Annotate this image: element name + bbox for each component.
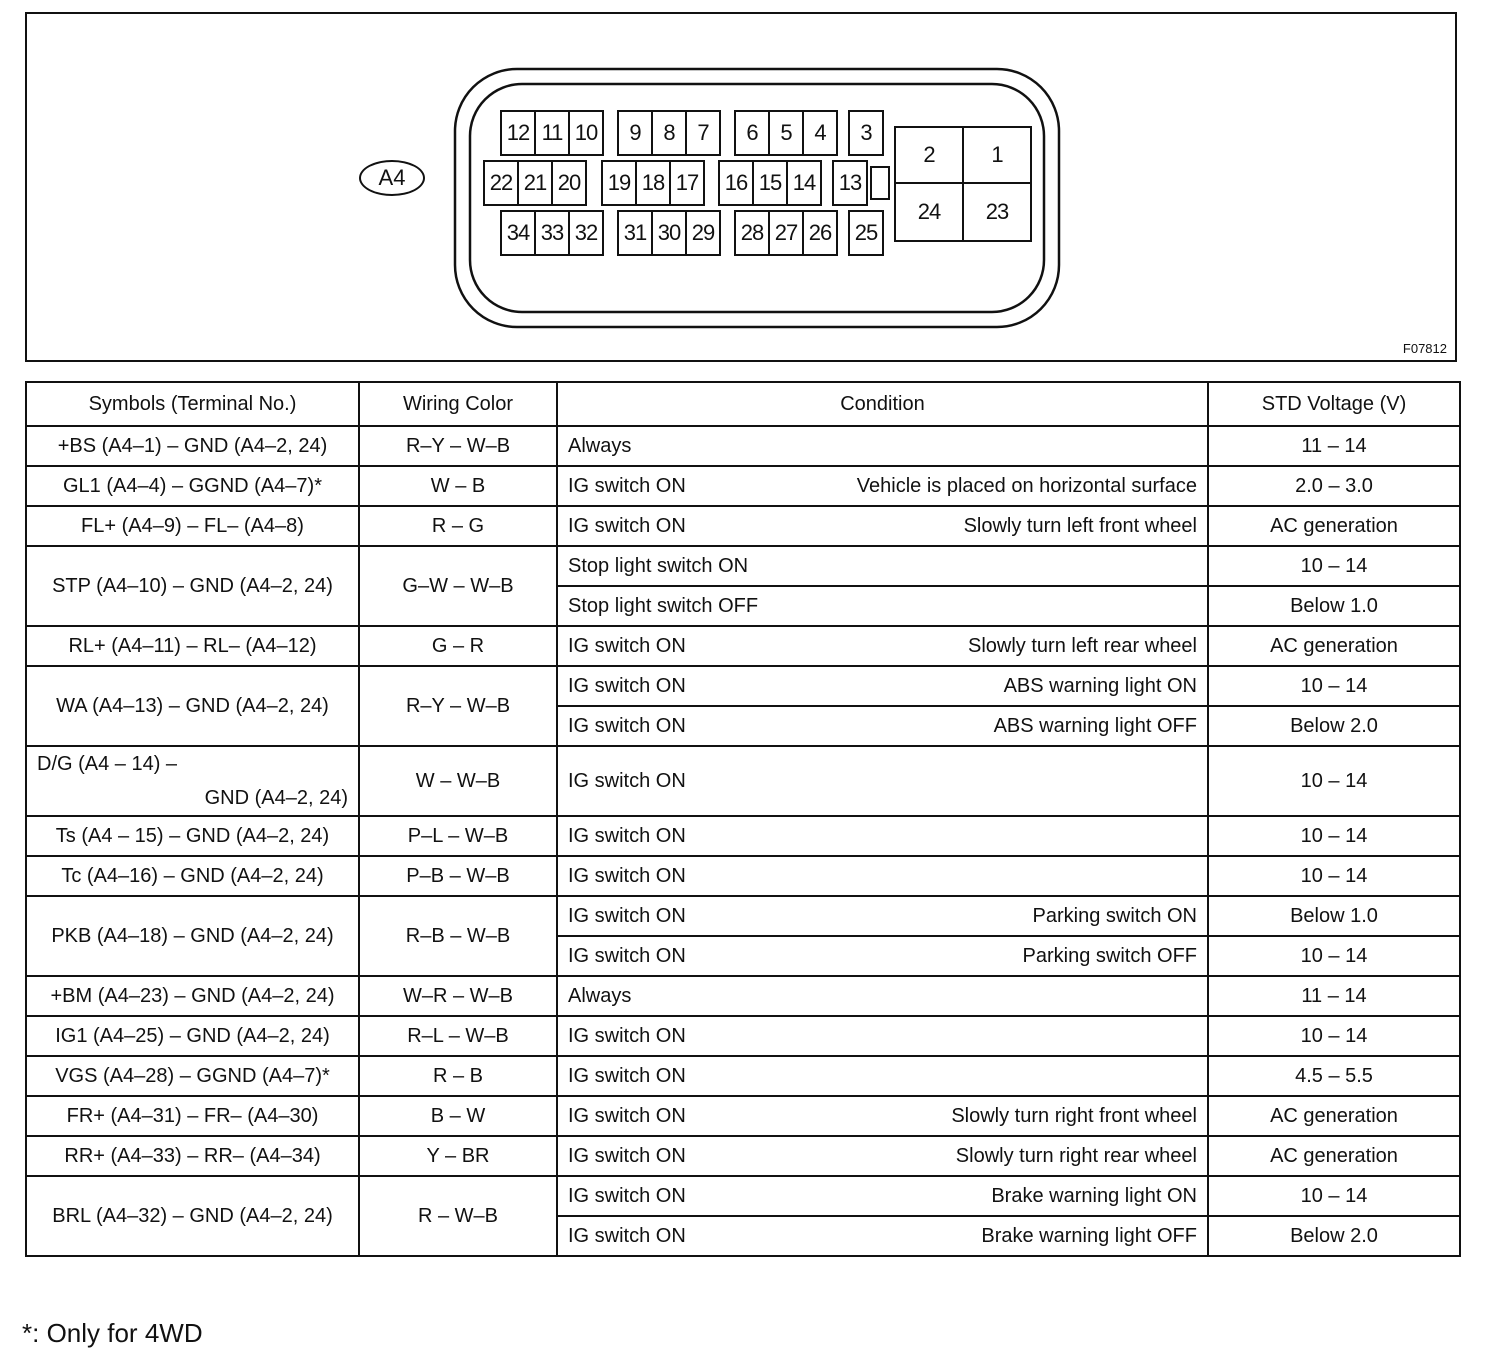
cell-wiring-color: R–L – W–B <box>359 1016 557 1056</box>
condition-main: Stop light switch OFF <box>568 594 759 617</box>
condition-detail: ABS warning light OFF <box>993 714 1197 737</box>
cell-symbol: +BS (A4–1) – GND (A4–2, 24) <box>26 426 359 466</box>
cell-wiring-color: Y – BR <box>359 1136 557 1176</box>
table-row <box>26 626 1460 666</box>
condition-main: IG switch ON <box>568 1144 686 1167</box>
pin: 30 <box>651 210 687 256</box>
cell-voltage: 10 – 14 <box>1208 746 1460 816</box>
pin: 31 <box>617 210 653 256</box>
table-header-row <box>26 382 1460 426</box>
cell-condition <box>557 1136 1208 1176</box>
pin: 8 <box>651 110 687 156</box>
condition-detail: Parking switch ON <box>1032 904 1197 927</box>
pin: 18 <box>635 160 671 206</box>
pin: 29 <box>685 210 721 256</box>
condition-main: Stop light switch ON <box>568 554 749 577</box>
cell-symbol: GL1 (A4–4) – GGND (A4–7)* <box>26 466 359 506</box>
terminal-voltage-table <box>25 381 1461 1257</box>
pin: 9 <box>617 110 653 156</box>
cell-condition <box>557 506 1208 546</box>
cell-voltage: Below 1.0 <box>1208 896 1460 936</box>
pin: 25 <box>848 210 884 256</box>
cell-voltage: AC generation <box>1208 1136 1460 1176</box>
condition-detail: Slowly turn right rear wheel <box>955 1144 1197 1167</box>
cell-wiring-color: R–B – W–B <box>359 896 557 976</box>
condition-main: IG switch ON <box>568 1024 686 1047</box>
pin-large: 23 <box>962 182 1032 242</box>
pin: 15 <box>752 160 788 206</box>
cell-condition <box>557 666 1208 706</box>
header-wiring-color: Wiring Color <box>359 382 557 426</box>
cell-wiring-color: R – W–B <box>359 1176 557 1256</box>
condition-main: IG switch ON <box>568 904 686 927</box>
cell-symbol: RR+ (A4–33) – RR– (A4–34) <box>26 1136 359 1176</box>
cell-condition <box>557 856 1208 896</box>
pin: 11 <box>534 110 570 156</box>
cell-wiring-color: G – R <box>359 626 557 666</box>
cell-symbol: IG1 (A4–25) – GND (A4–2, 24) <box>26 1016 359 1056</box>
cell-voltage: AC generation <box>1208 626 1460 666</box>
cell-symbol: +BM (A4–23) – GND (A4–2, 24) <box>26 976 359 1016</box>
table-row <box>26 816 1460 856</box>
cell-voltage: 10 – 14 <box>1208 936 1460 976</box>
condition-main: IG switch ON <box>568 1064 686 1087</box>
table-row <box>26 426 1460 466</box>
cell-symbol: FR+ (A4–31) – FR– (A4–30) <box>26 1096 359 1136</box>
condition-main: IG switch ON <box>568 634 686 657</box>
connector-label: A4 <box>359 160 425 196</box>
condition-main: Always <box>568 434 632 457</box>
cell-condition <box>557 706 1208 746</box>
header-symbols: Symbols (Terminal No.) <box>26 382 359 426</box>
cell-wiring-color: R–Y – W–B <box>359 666 557 746</box>
table-row <box>26 466 1460 506</box>
pin: 22 <box>483 160 519 206</box>
cell-condition <box>557 546 1208 586</box>
condition-main: IG switch ON <box>568 1224 686 1247</box>
cell-voltage: 2.0 – 3.0 <box>1208 466 1460 506</box>
pin: 12 <box>500 110 536 156</box>
cell-voltage: 11 – 14 <box>1208 976 1460 1016</box>
footnote: *: Only for 4WD <box>22 1318 203 1348</box>
condition-detail: Parking switch OFF <box>1022 944 1197 967</box>
pin: 6 <box>734 110 770 156</box>
pin: 5 <box>768 110 804 156</box>
cell-condition <box>557 1096 1208 1136</box>
cell-condition <box>557 896 1208 936</box>
table-row <box>26 1096 1460 1136</box>
cell-symbol: RL+ (A4–11) – RL– (A4–12) <box>26 626 359 666</box>
cell-wiring-color: R–Y – W–B <box>359 426 557 466</box>
cell-voltage: Below 2.0 <box>1208 1216 1460 1256</box>
cell-symbol: STP (A4–10) – GND (A4–2, 24) <box>26 546 359 626</box>
table-row <box>26 546 1460 586</box>
cell-symbol: VGS (A4–28) – GGND (A4–7)* <box>26 1056 359 1096</box>
cell-condition <box>557 466 1208 506</box>
table-row <box>26 506 1460 546</box>
cell-wiring-color: B – W <box>359 1096 557 1136</box>
condition-main: IG switch ON <box>568 944 686 967</box>
pin: 20 <box>551 160 587 206</box>
condition-detail: Slowly turn right front wheel <box>951 1104 1197 1127</box>
condition-detail: ABS warning light ON <box>1003 674 1197 697</box>
cell-symbol: Ts (A4 – 15) – GND (A4–2, 24) <box>26 816 359 856</box>
pin-large: 2 <box>894 126 964 184</box>
symbol-line-2: GND (A4–2, 24) <box>204 787 348 809</box>
pin: 3 <box>848 110 884 156</box>
cell-voltage: 11 – 14 <box>1208 426 1460 466</box>
condition-main: IG switch ON <box>568 674 686 697</box>
pin-large: 24 <box>894 182 964 242</box>
pin: 7 <box>685 110 721 156</box>
header-condition: Condition <box>557 382 1208 426</box>
condition-main: IG switch ON <box>568 769 686 792</box>
cell-voltage: 10 – 14 <box>1208 1176 1460 1216</box>
cell-condition <box>557 976 1208 1016</box>
condition-main: IG switch ON <box>568 824 686 847</box>
condition-main: IG switch ON <box>568 1184 686 1207</box>
pin: 17 <box>669 160 705 206</box>
pin: 16 <box>718 160 754 206</box>
cell-symbol: FL+ (A4–9) – FL– (A4–8) <box>26 506 359 546</box>
condition-main: IG switch ON <box>568 514 686 537</box>
cell-condition <box>557 1176 1208 1216</box>
condition-detail: Slowly turn left front wheel <box>963 514 1197 537</box>
condition-detail: Slowly turn left rear wheel <box>968 634 1197 657</box>
table-row <box>26 1136 1460 1176</box>
connector-key <box>870 166 890 200</box>
table-row <box>26 896 1460 936</box>
condition-main: IG switch ON <box>568 714 686 737</box>
cell-condition <box>557 426 1208 466</box>
pin: 27 <box>768 210 804 256</box>
cell-symbol: PKB (A4–18) – GND (A4–2, 24) <box>26 896 359 976</box>
pin: 34 <box>500 210 536 256</box>
cell-voltage: Below 2.0 <box>1208 706 1460 746</box>
cell-voltage: 4.5 – 5.5 <box>1208 1056 1460 1096</box>
cell-condition <box>557 586 1208 626</box>
cell-condition <box>557 816 1208 856</box>
cell-wiring-color: R – G <box>359 506 557 546</box>
cell-voltage: 10 – 14 <box>1208 1016 1460 1056</box>
cell-wiring-color: P–B – W–B <box>359 856 557 896</box>
cell-wiring-color: W – B <box>359 466 557 506</box>
condition-detail: Vehicle is placed on horizontal surface <box>856 474 1197 497</box>
cell-condition <box>557 746 1208 816</box>
cell-voltage: 10 – 14 <box>1208 546 1460 586</box>
table-row <box>26 856 1460 896</box>
cell-wiring-color: W–R – W–B <box>359 976 557 1016</box>
cell-condition <box>557 1056 1208 1096</box>
pin: 13 <box>832 160 868 206</box>
condition-detail: Brake warning light OFF <box>981 1224 1197 1247</box>
pin: 10 <box>568 110 604 156</box>
pin: 28 <box>734 210 770 256</box>
cell-wiring-color: G–W – W–B <box>359 546 557 626</box>
pin: 19 <box>601 160 637 206</box>
cell-symbol <box>26 746 359 816</box>
table-row <box>26 1016 1460 1056</box>
cell-condition <box>557 1216 1208 1256</box>
cell-voltage: 10 – 14 <box>1208 856 1460 896</box>
condition-main: IG switch ON <box>568 474 686 497</box>
table-row <box>26 1056 1460 1096</box>
figure-id: F07812 <box>1402 341 1447 356</box>
condition-main: IG switch ON <box>568 1104 686 1127</box>
condition-detail: Brake warning light ON <box>991 1184 1197 1207</box>
cell-symbol: BRL (A4–32) – GND (A4–2, 24) <box>26 1176 359 1256</box>
table-row <box>26 746 1460 816</box>
cell-voltage: 10 – 14 <box>1208 666 1460 706</box>
pin: 32 <box>568 210 604 256</box>
condition-main: IG switch ON <box>568 864 686 887</box>
pin: 33 <box>534 210 570 256</box>
cell-wiring-color: R – B <box>359 1056 557 1096</box>
table-row <box>26 1176 1460 1216</box>
header-voltage: STD Voltage (V) <box>1208 382 1460 426</box>
condition-main: Always <box>568 984 632 1007</box>
table-row <box>26 976 1460 1016</box>
cell-condition <box>557 936 1208 976</box>
cell-symbol: WA (A4–13) – GND (A4–2, 24) <box>26 666 359 746</box>
connector-diagram <box>25 12 1457 362</box>
pin: 4 <box>802 110 838 156</box>
cell-voltage: Below 1.0 <box>1208 586 1460 626</box>
cell-voltage: AC generation <box>1208 506 1460 546</box>
pin: 21 <box>517 160 553 206</box>
cell-wiring-color: P–L – W–B <box>359 816 557 856</box>
cell-voltage: 10 – 14 <box>1208 816 1460 856</box>
cell-voltage: AC generation <box>1208 1096 1460 1136</box>
cell-condition <box>557 1016 1208 1056</box>
pin-large: 1 <box>962 126 1032 184</box>
pin: 14 <box>786 160 822 206</box>
symbol-line-1: D/G (A4 – 14) – <box>37 753 178 775</box>
pin: 26 <box>802 210 838 256</box>
cell-wiring-color: W – W–B <box>359 746 557 816</box>
table-row <box>26 666 1460 706</box>
cell-symbol: Tc (A4–16) – GND (A4–2, 24) <box>26 856 359 896</box>
cell-condition <box>557 626 1208 666</box>
